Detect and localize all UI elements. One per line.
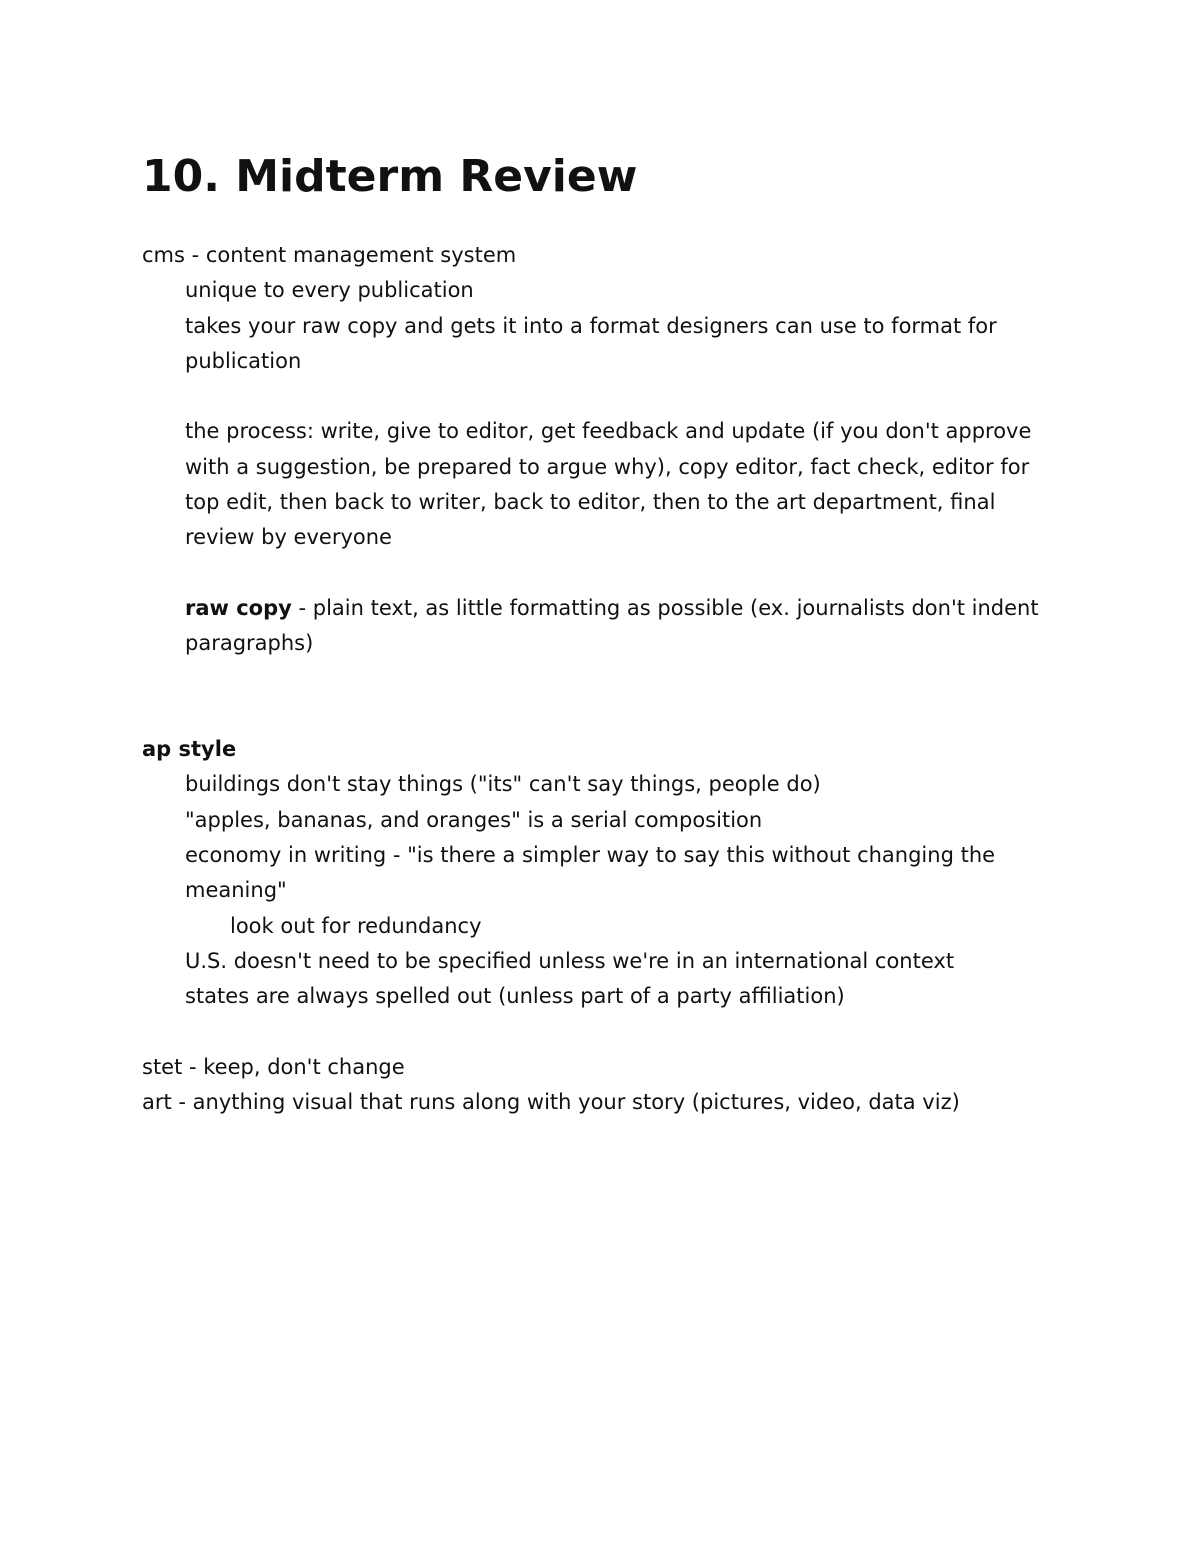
spacer [142,662,1062,733]
ap-style-item: "apples, bananas, and oranges" is a serial composition [185,807,763,832]
cms-takes: takes your raw copy and gets it into a format designers can use to format for publication [185,313,997,373]
spacer [142,1015,1062,1050]
page-title: 10. Midterm Review [142,151,638,202]
cms-heading: cms - content management system [142,243,517,267]
cms-unique: unique to every publication [185,278,474,303]
ap-style-item: buildings don't stay things ("its" can't say things, people do) [185,772,821,797]
cms-raw-copy [185,591,1062,662]
term-stet: stet - keep, don't change [142,1054,405,1079]
section-cms [142,238,1062,662]
cms-process: the process: write, give to editor, get feedback and update (if you don't approve with a suggestion, be prepared to argue why), copy editor, fact check, editor for top edit, then back to writer, back to editor, then to the art department, final review by everyone [185,419,1032,550]
ap-style-item: states are always spelled out (unless part of a party affiliation) [185,984,845,1009]
spacer [142,556,1062,591]
document-body [142,150,1062,1120]
raw-copy-term: raw copy [185,595,292,620]
term-art: art - anything visual that runs along with your story (pictures, video, data viz) [142,1090,960,1115]
ap-style-sub-item: look out for redundancy [230,913,482,938]
ap-style-heading: ap style [142,737,237,762]
section-terms [142,1050,1062,1121]
ap-style-item: U.S. doesn't need to be specified unless we're in an international context [185,948,955,973]
raw-copy-definition: - plain text, as little formatting as possible (ex. journalists don't indent paragraphs) [185,595,1039,656]
section-ap-style [142,732,1062,1014]
ap-style-item: economy in writing - "is there a simpler way to say this without changing the meaning" [185,843,996,903]
spacer [142,379,1062,414]
